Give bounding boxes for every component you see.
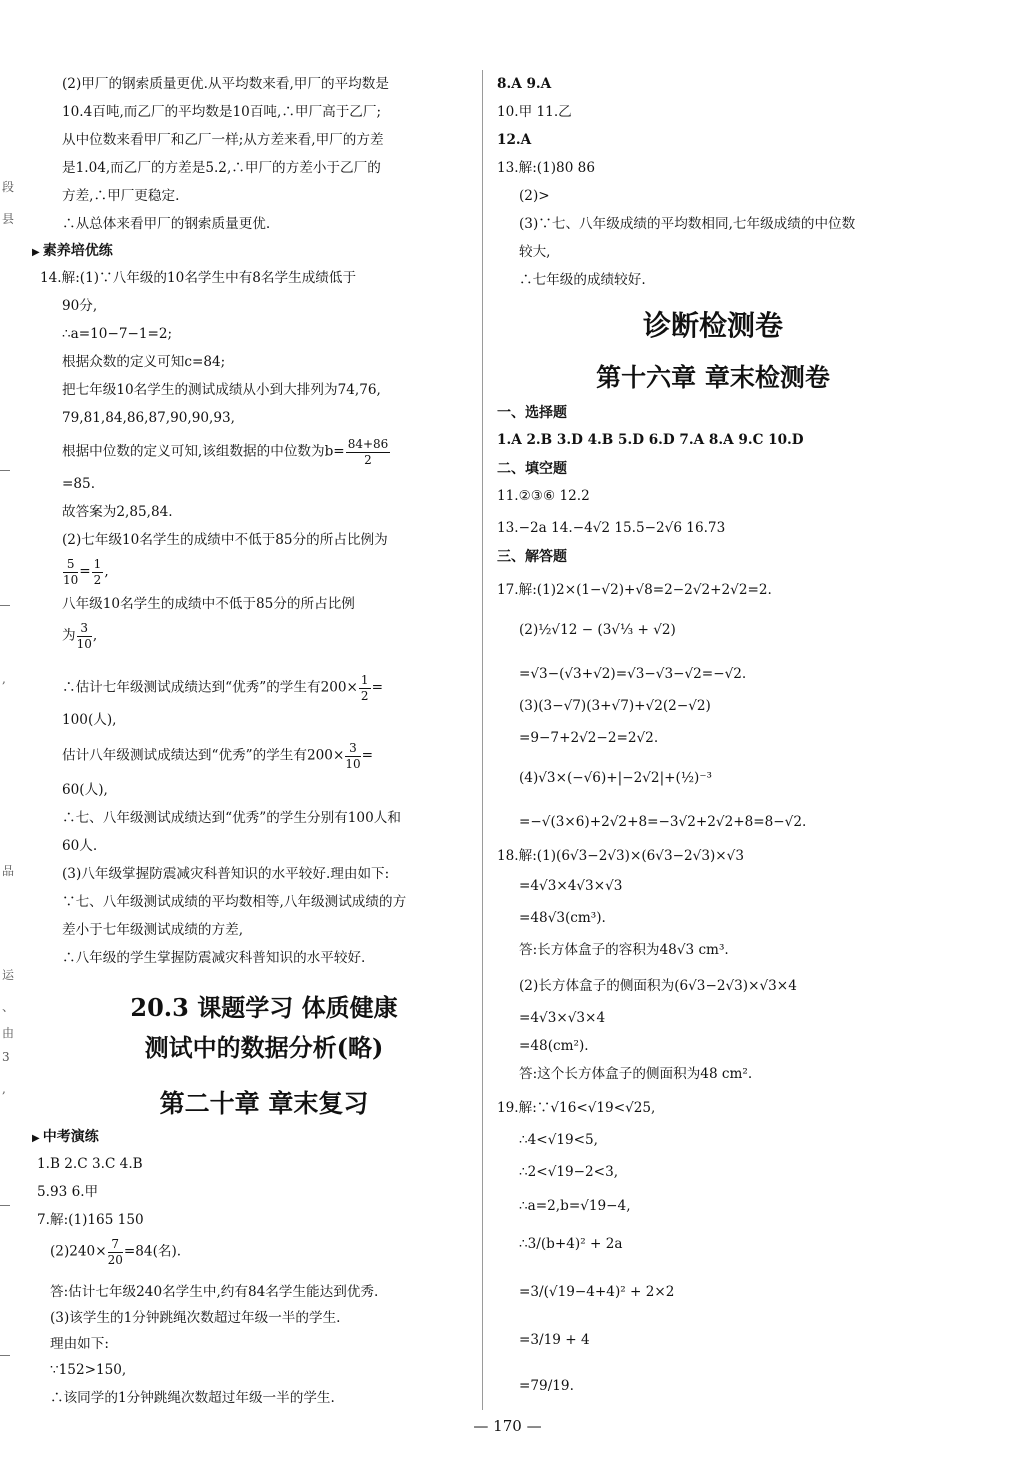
text-line: (3)该学生的1分钟跳绳次数超过年级一半的学生. (50, 1310, 341, 1326)
text-line: =85. (62, 476, 96, 492)
text-line: 把七年级10名学生的测试成绩从小到大排列为74,76, (62, 382, 381, 398)
binding-margin (0, 0, 30, 1474)
fraction: $\frac{1}{2}$ (360, 673, 369, 703)
math-line: =√3−(√3+√2)=√3−√3−√2=−√2. (519, 666, 747, 682)
text-line: ∴从总体来看甲厂的钢索质量更优. (62, 216, 271, 232)
section-title: 20.3 课题学习 体质健康 (130, 993, 398, 1022)
section-heading: ▶ 中考演练 (32, 1129, 99, 1145)
margin-char: 段 (2, 180, 15, 194)
math-line: ∴2<√19−2<3, (519, 1164, 619, 1180)
math-line: =3/(√19−4+4)² + 2×2 (519, 1284, 675, 1300)
answer-line: (2)> (519, 188, 550, 204)
fraction: $\frac{1}{2}$ (93, 557, 102, 587)
answer-line: 1.B 2.C 3.C 4.B (37, 1156, 143, 1172)
text-line: ∵七、八年级测试成绩的平均数相等,八年级测试成绩的方 (62, 894, 407, 910)
text-line: ∴a=10−7−1=2; (62, 326, 173, 342)
triangle-icon: ▶ (32, 1133, 40, 1144)
text-line: 答:估计七年级240名学生中,约有84名学生能达到优秀. (50, 1284, 379, 1300)
math-line: =4√3×√3×4 (519, 1010, 606, 1026)
text-line: 答:这个长方体盒子的侧面积为48 cm². (519, 1066, 753, 1082)
answer-line: 7.解:(1)165 150 (37, 1212, 144, 1228)
text-line: 79,81,84,86,87,90,90,93, (62, 410, 235, 426)
margin-tick (0, 605, 10, 606)
text-line: 理由如下: (50, 1336, 109, 1352)
text-line: ∴该同学的1分钟跳绳次数超过年级一半的学生. (50, 1390, 335, 1406)
math-line: (2)长方体盒子的侧面积为(6√3−2√3)×√3×4 (519, 978, 797, 994)
math-line: ∴4<√19<5, (519, 1132, 599, 1148)
margin-char: 3 (2, 1050, 10, 1064)
math-line: =3/19 + 4 (519, 1332, 590, 1348)
math-line: =−√(3×6)+2√2+8=−3√2+2√2+8=8−√2. (519, 814, 807, 830)
answer-line: 13.−2a 14.−4√2 15.5−2√6 16.73 (497, 520, 726, 536)
margin-char: 运 (2, 968, 15, 982)
section-title: 测试中的数据分析(略) (144, 1033, 384, 1062)
margin-char: 、 (2, 1000, 15, 1014)
text-line: 60(人), (62, 782, 108, 798)
text-line: 100(人), (62, 712, 117, 728)
math-line: ∴a=2,b=√19−4, (519, 1198, 631, 1214)
math-line: (2)½√12 − (3√⅓ + √2) (519, 622, 676, 638)
answer-line: 8.A 9.A (497, 76, 552, 92)
text-line: ∵152>150, (50, 1362, 127, 1378)
text-line: 差小于七年级测试成绩的方差, (62, 922, 244, 938)
chapter-title: 第十六章 章末检测卷 (596, 363, 830, 392)
test-title: 诊断检测卷 (642, 309, 783, 342)
estimate-line: ∴估计七年级测试成绩达到“优秀”的学生有200× $\frac{1}{2}$ = (62, 673, 383, 703)
text-line: 八年级10名学生的成绩中不低于85分的所占比例 (62, 596, 355, 612)
math-line: 17.解:(1)2×(1−√2)+√8=2−2√2+2√2=2. (497, 582, 772, 598)
text-line: 10.4百吨,而乙厂的平均数是10百吨,∴甲厂高于乙厂; (62, 104, 382, 120)
margin-tick (0, 470, 10, 471)
chapter-title: 第二十章 章末复习 (159, 1089, 369, 1118)
estimate-line: 估计八年级测试成绩达到“优秀”的学生有200× $\frac{3}{10}$ = (62, 741, 373, 771)
text-line: ∴七年级的成绩较好. (519, 272, 646, 288)
text-line: 方差,∴甲厂更稳定. (62, 188, 180, 204)
fraction: $\frac{7}{20}$ (107, 1237, 123, 1267)
margin-tick (0, 1205, 10, 1206)
text-line: ∴八年级的学生掌握防震减灾科普知识的水平较好. (62, 950, 366, 966)
text-line: 90分, (62, 298, 98, 314)
text-line: ∴七、八年级测试成绩达到“优秀”的学生分别有100人和 (62, 810, 401, 826)
text-line: (2)甲厂的钢索质量更优.从平均数来看,甲厂的平均数是 (62, 76, 389, 92)
triangle-icon: ▶ (32, 247, 40, 258)
answer-line: 13.解:(1)80 86 (497, 160, 595, 176)
answer-line: 5.93 6.甲 (37, 1184, 99, 1200)
section-heading: ▶ 素养培优练 (32, 243, 113, 259)
margin-char: , (2, 1082, 6, 1096)
median-line: 根据中位数的定义可知,该组数据的中位数为b= $\frac{84+86}{2}$ (62, 437, 389, 467)
section-heading: 一、选择题 (497, 405, 567, 421)
ratio-line: $\frac{5}{10}$ = $\frac{1}{2}$ , (63, 557, 109, 587)
fraction: $\frac{84+86}{2}$ (347, 437, 389, 467)
ratio-line: 为 $\frac{3}{10}$ , (62, 621, 98, 651)
math-line: =79/19. (519, 1378, 574, 1394)
text-line: (3)八年级掌握防震减灾科普知识的水平较好.理由如下: (62, 866, 390, 882)
text-line: 从中位数来看甲厂和乙厂一样;从方差来看,甲厂的方差 (62, 132, 384, 148)
section-heading: 二、填空题 (497, 461, 567, 477)
answer-line: 1.A 2.B 3.D 4.B 5.D 6.D 7.A 8.A 9.C 10.D (497, 432, 804, 448)
column-divider (482, 70, 483, 1410)
math-line: 19.解:∵√16<√19<√25, (497, 1100, 656, 1116)
margin-tick (0, 1355, 10, 1356)
text-line: 是1.04,而乙厂的方差是5.2,∴甲厂的方差小于乙厂的 (62, 160, 381, 176)
text-line: (2)七年级10名学生的成绩中不低于85分的所占比例为 (62, 532, 388, 548)
text-line: 故答案为2,85,84. (62, 504, 173, 520)
text-line: 14.解:(1)∵八年级的10名学生中有8名学生成绩低于 (40, 270, 357, 286)
answer-line: 10.甲 11.乙 (497, 104, 572, 120)
fraction: $\frac{3}{10}$ (76, 621, 92, 651)
text-line: 根据众数的定义可知c=84; (62, 354, 226, 370)
answer-line: 12.A (497, 132, 532, 148)
math-line: =48(cm²). (519, 1038, 589, 1054)
text-line: (3)∵七、八年级成绩的平均数相同,七年级成绩的中位数 (519, 216, 856, 232)
answer-line: 11.②③⑥ 12.2 (497, 488, 590, 504)
text-line: 60人. (62, 838, 98, 854)
math-line: 18.解:(1)(6√3−2√3)×(6√3−2√3)×√3 (497, 848, 744, 864)
margin-char: 品 (2, 864, 15, 878)
margin-char: 由 (2, 1026, 15, 1040)
math-line: =48√3(cm³). (519, 910, 606, 926)
fraction: $\frac{3}{10}$ (345, 741, 361, 771)
text-line: 较大, (519, 244, 551, 260)
margin-char: , (2, 672, 6, 686)
page-number: — 170 — (473, 1417, 542, 1435)
math-line: ∴3/(b+4)² + 2a (519, 1236, 623, 1252)
fraction: $\frac{5}{10}$ (63, 557, 79, 587)
section-heading: 三、解答题 (497, 549, 567, 565)
math-line: (3)(3−√7)(3+√7)+√2(2−√2) (519, 698, 711, 714)
math-line: =4√3×4√3×√3 (519, 878, 623, 894)
margin-char: 县 (2, 212, 15, 226)
text-line: 答:长方体盒子的容积为48√3 cm³. (519, 942, 729, 958)
calc-line: (2)240× $\frac{7}{20}$ =84(名). (50, 1237, 182, 1267)
math-line: (4)√3×(−√6)+|−2√2|+(½)⁻³ (519, 770, 712, 786)
math-line: =9−7+2√2−2=2√2. (519, 730, 659, 746)
